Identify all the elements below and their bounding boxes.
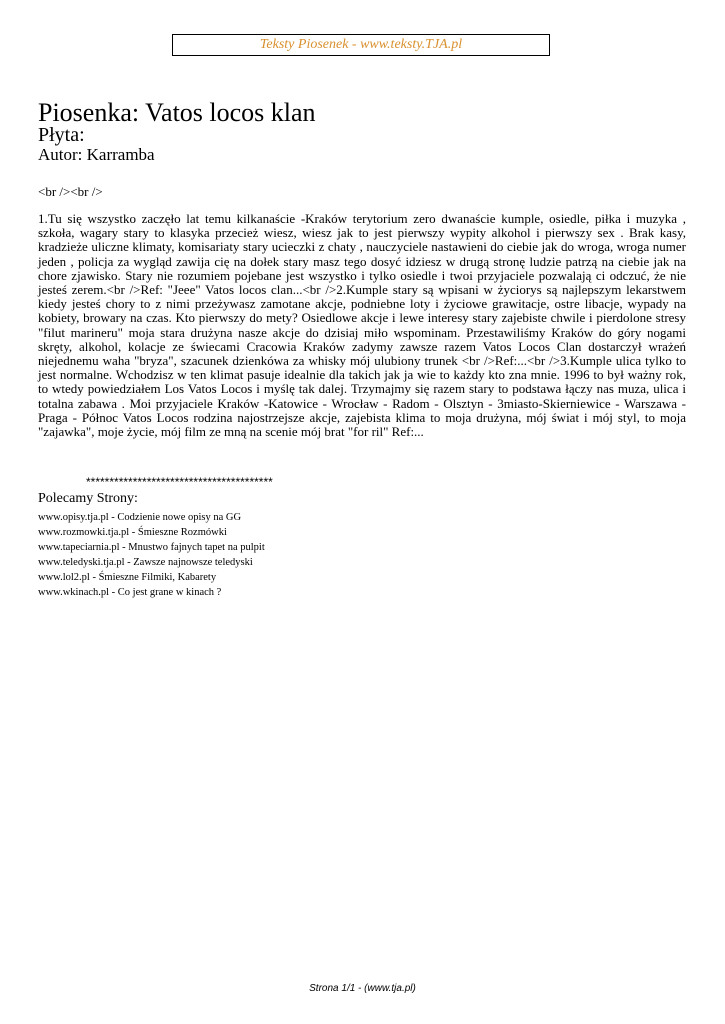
separator-stars: ****************************************	[86, 475, 273, 489]
page-footer: Strona 1/1 - (www.tja.pl)	[309, 983, 416, 994]
recommended-link[interactable]: www.tapeciarnia.pl - Mnustwo fajnych tapet na pulpit	[38, 542, 265, 553]
author-line: Autor: Karramba	[38, 145, 155, 164]
site-header-text: Teksty Piosenek - www.teksty.TJA.pl	[259, 37, 463, 52]
album-line: Płyta:	[38, 124, 85, 146]
recommended-link[interactable]: www.wkinach.pl - Co jest grane w kinach ?	[38, 587, 222, 598]
recommended-title: Polecamy Strony:	[38, 491, 138, 506]
recommended-link[interactable]: www.rozmowki.tja.pl - Śmieszne Rozmówki	[38, 527, 227, 538]
recommended-link[interactable]: www.lol2.pl - Śmieszne Filmiki, Kabarety	[38, 572, 217, 583]
lyrics-text: 1.Tu się wszystko zaczęło lat temu kilkanaście -Kraków terytorium zero dwanaście kumple, osiedle, piłka i muzyka , szkoła, wagary stary to klasyka przecież wiesz, wiesz jak to jest pierwszy wypity alkohol i pierwszy sex . Brak kasy, kradzieże uliczne klimaty, komisariaty stary ucieczki z chaty , nauczyciele nastawieni do ciebie jak do wroga, wroga numer jeden , policja za wygląd zawija cię na dołek stary masz tego dosyć idziesz w drugą stronę ludzie patrzą na ciebie jak na chore zjawisko. Stary nie rozumiem pojebane jest wszystko i tylko osiedle i twoi przyjaciele pozwalają ci odczuć, że nie jesteś zerem.<br />Ref: "Jeee" Vatos locos clan...<br />2.Kumple stary są wpisani w życiorys są najlepszym lekarstwem kiedy jesteś chory to z nimi przeżywasz zamotane akcje, podniebne loty i życiowe grawitacje, ostre libacje, wypady na kobiety, browary na czas. Kto pierwszy do mety? Osiedlowe akcje i lewe interesy stary zajebiste chwile i pierdolone stresy "filut marineru" moja stara drużyna nasze akcje do dzisiaj miło wspominam. Przestawiliśmy Kraków do góry nogami skręty, alkohol, kolacje ze świecami Cracowia Kraków zadymy zawsze razem Vatos Locos Clan dostarczył wrażeń niejednemu waha "bryza", szacunek dzienkówa za whisky mój ulubiony trunek <br />Ref:...<br />3.Kumple ulica tylko to jest normalne. Wchodzisz w ten klimat pasuje idealnie dla takich jak ja wie to każdy kto zna mnie. 1996 to był ważny rok, to wtedy powiedziałem Los Vatos Locos i myślę tak dalej. Trzymajmy się razem stary to podstawa łączy nas muza, ulica i totalna zabawa . Moi przyjaciele Kraków -Katowice - Wrocław - Radom - Olsztyn - 3miasto-Skierniewice - Warszawa - Praga - Północ Vatos Locos rodzina najostrzejsze akcje, zajebista klima to moja drużyna, mój świat i mój styl, to moja "zajawka", moje życie, mój film ze mną na scenie mój brat "for ril" Ref:...	[38, 211, 686, 440]
site-header-box	[172, 34, 550, 56]
song-title: Piosenka: Vatos locos klan	[38, 98, 316, 127]
recommended-link[interactable]: www.teledyski.tja.pl - Zawsze najnowsze teledyski	[38, 557, 253, 568]
song-info	[38, 100, 316, 165]
br-tag-text: <br /><br />	[38, 184, 103, 199]
recommended-link[interactable]: www.opisy.tja.pl - Codzienie nowe opisy na GG	[38, 512, 242, 523]
recommended-sites	[38, 490, 265, 600]
recommended-links-list	[38, 510, 265, 600]
